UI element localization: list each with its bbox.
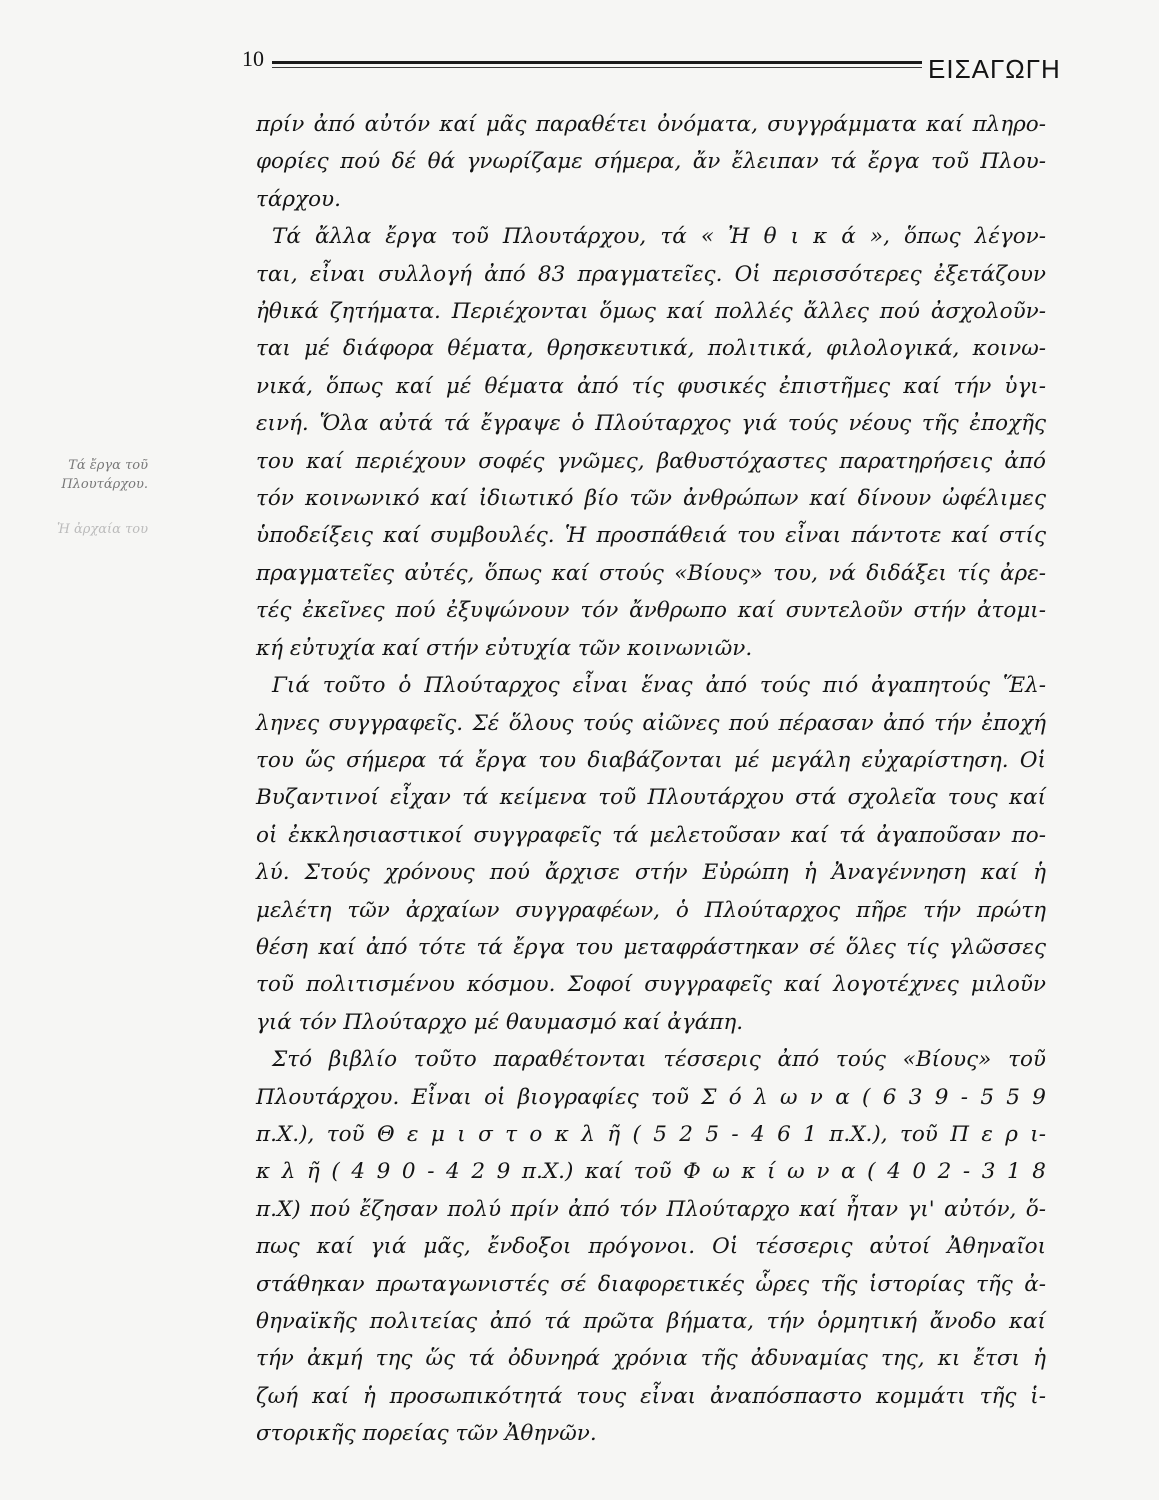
page-number: 10 <box>242 46 264 71</box>
text-line: Τά ἄλλα ἔργα τοῦ Πλουτάρχου, τά « Ἠ θ ι κ ά », ὅπως λέγον- <box>272 224 1046 250</box>
margin-note-line: Ἡ ἀρχαία του <box>56 522 148 537</box>
text-line: τές ἐκεῖνες πού ἐξυψώνουν τόν ἄνθρωπο καί συντελοῦν στήν ἀτομι- <box>256 598 1046 624</box>
text-line: τοῦ πολιτισμένου κόσμου. Σοφοί συγγραφεῖς καί λογοτέχνες μιλοῦν <box>256 972 1046 998</box>
text-line: ται μέ διάφορα θέματα, θρησκευτικά, πολιτικά, φιλολογικά, κοινω- <box>256 336 1046 362</box>
text-line: τόν κοινωνικό καί ἰδιωτικό βίο τῶν ἀνθρώπων καί δίνουν ὠφέλιμες <box>256 486 1046 512</box>
text-line: ὑποδείξεις καί συμβουλές. Ἡ προσπάθειά του εἶναι πάντοτε καί στίς <box>256 523 1046 549</box>
text-line: Βυζαντινοί εἶχαν τά κείμενα τοῦ Πλουτάρχου στά σχολεῖα τους καί <box>256 785 1046 811</box>
header-rule-thin <box>272 67 922 68</box>
text-line: κή εὐτυχία καί στήν εὐτυχία τῶν κοινωνιῶν. <box>256 635 753 661</box>
text-line: του καί περιέχουν σοφές γνῶμες, βαθυστόχαστες παρατηρήσεις ἀπό <box>256 448 1046 474</box>
chapter-title: ΕΙΣΑΓΩΓΗ <box>928 54 1061 84</box>
text-line: θηναϊκῆς πολιτείας ἀπό τά πρῶτα βήματα, τήν ὁρμητική ἄνοδο καί <box>256 1309 1046 1334</box>
text-line: λύ. Στούς χρόνους πού ἄρχισε στήν Εὐρώπη ἡ Ἀναγέννηση καί ἡ <box>256 860 1046 886</box>
text-line: Πλουτάρχου. Εἶναι οἱ βιογραφίες τοῦ Σ ό λ ω ν α ( 6 3 9 - 5 5 9 <box>256 1084 1046 1110</box>
margin-note <box>18 456 148 539</box>
margin-note-line: Τά ἔργα τοῦ <box>68 458 148 473</box>
text-line: Γιά τοῦτο ὁ Πλούταρχος εἶναι ἕνας ἀπό τούς πιό ἀγαπητούς Ἕλ- <box>272 673 1046 699</box>
text-line: ται, εἶναι συλλογή ἀπό 83 πραγματεῖες. Οἱ περισσότερες ἐξετάζουν <box>256 261 1046 287</box>
text-line: μελέτη τῶν ἀρχαίων συγγραφέων, ὁ Πλούταρχος πῆρε τήν πρώτη <box>256 897 1046 923</box>
text-line: θέση καί ἀπό τότε τά ἔργα του μεταφράστηκαν σέ ὅλες τίς γλῶσσες <box>256 934 1046 960</box>
text-line: π.Χ) πού ἔζησαν πολύ πρίν ἀπό τόν Πλούταρχο καί ἦταν γι' αὐτόν, ὅ- <box>256 1196 1046 1222</box>
text-line: οἱ ἐκκλησιαστικοί συγγραφεῖς τά μελετοῦσαν καί τά ἀγαποῦσαν πο- <box>256 822 1046 848</box>
text-line: νικά, ὅπως καί μέ θέματα ἀπό τίς φυσικές ἐπιστῆμες καί τήν ὑγι- <box>256 373 1046 399</box>
text-line: τάρχου. <box>256 186 341 212</box>
text-line: στάθηκαν πρωταγωνιστές σέ διαφορετικές ὧρες τῆς ἱστορίας τῆς ἀ- <box>256 1271 1046 1297</box>
text-line: πρίν ἀπό αὐτόν καί μᾶς παραθέτει ὀνόματα, συγγράμματα καί πληρο- <box>256 112 1046 137</box>
text-line: εινή. Ὅλα αὐτά τά ἔγραψε ὁ Πλούταρχος γιά τούς νέους τῆς ἐποχῆς <box>256 411 1046 437</box>
text-line: Στό βιβλίο τοῦτο παραθέτονται τέσσερις ἀπό τούς «Βίους» τοῦ <box>272 1047 1046 1073</box>
text-line: κ λ ῆ ( 4 9 0 - 4 2 9 π.Χ.) καί τοῦ Φ ω κ ί ω ν α ( 4 0 2 - 3 1 8 <box>256 1159 1046 1185</box>
text-line: ζωή καί ἡ προσωπικότητά τους εἶναι ἀναπόσπαστο κομμάτι τῆς ἱ- <box>256 1383 1046 1409</box>
text-line: π.Χ.), τοῦ Θ ε μ ι σ τ ο κ λ ῆ ( 5 2 5 - 4 6 1 π.Χ.), τοῦ Π ε ρ ι- <box>256 1121 1046 1147</box>
text-line: πως καί γιά μᾶς, ἔνδοξοι πρόγονοι. Οἱ τέσσερις αὐτοί Ἀθηναῖοι <box>256 1234 1046 1260</box>
text-line: ληνες συγγραφεῖς. Σέ ὅλους τούς αἰῶνες πού πέρασαν ἀπό τήν ἐποχή <box>256 710 1046 736</box>
text-line: στορικῆς πορείας τῶν Ἀθηνῶν. <box>256 1421 597 1447</box>
text-line: φορίες πού δέ θά γνωρίζαμε σήμερα, ἄν ἔλειπαν τά ἔργα τοῦ Πλου- <box>256 149 1046 175</box>
text-line: τήν ἀκμή της ὥς τά ὀδυνηρά χρόνια τῆς ἀδυναμίας της, κι ἔτσι ἡ <box>256 1346 1046 1372</box>
text-line: γιά τόν Πλούταρχο μέ θαυμασμό καί ἀγάπη. <box>256 1009 744 1035</box>
body-text <box>256 106 1046 1453</box>
text-line: ἠθικά ζητήματα. Περιέχονται ὅμως καί πολλές ἄλλες πού ἀσχολοῦν- <box>256 299 1046 325</box>
header-rule <box>272 61 922 64</box>
text-line: πραγματεῖες αὐτές, ὅπως καί στούς «Βίους» του, νά διδάξει τίς ἀρε- <box>256 560 1046 586</box>
text-line: του ὥς σήμερα τά ἔργα του διαβάζονται μέ μεγάλη εὐχαρίστηση. Οἱ <box>256 747 1046 773</box>
margin-note-line: Πλουτάρχου. <box>61 477 148 492</box>
